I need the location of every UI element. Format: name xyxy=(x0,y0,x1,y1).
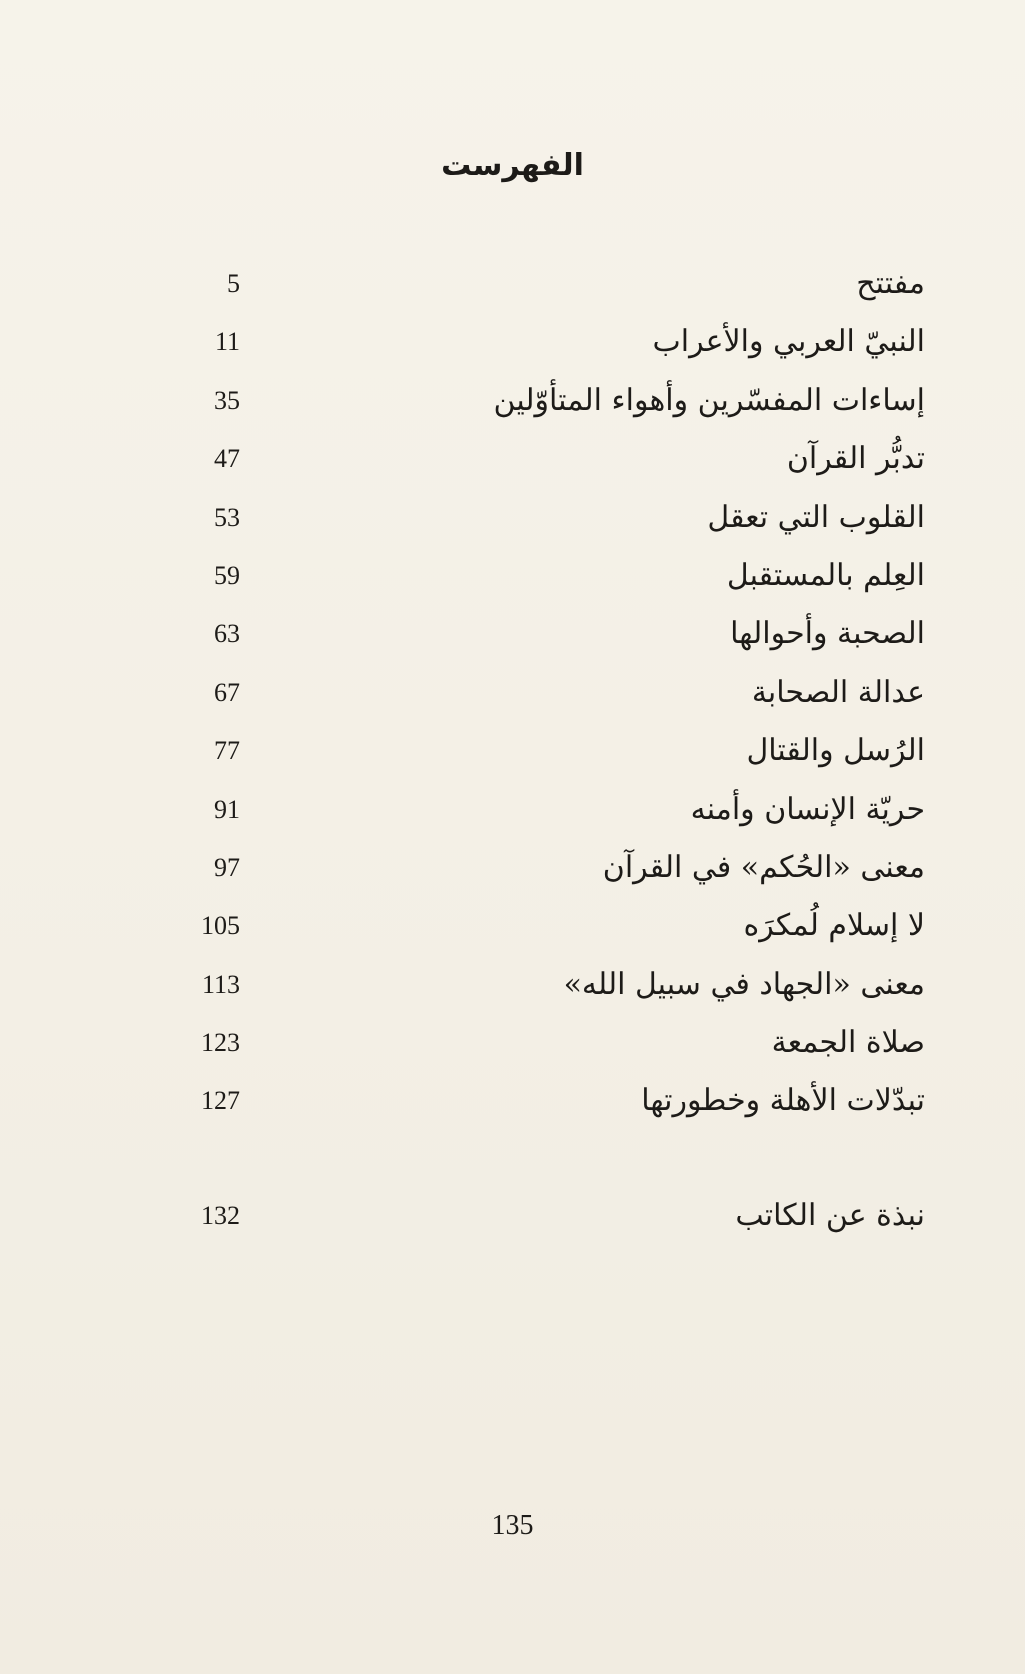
toc-entry-title: لا إسلام لُمكرَه xyxy=(743,908,925,944)
toc-entry-title: مفتتح xyxy=(856,266,925,301)
toc-entry xyxy=(180,264,925,322)
toc-entry-title: تدبُّر القرآن xyxy=(786,441,925,477)
toc-entry xyxy=(180,790,925,848)
toc-entry-page: 77 xyxy=(214,736,240,766)
toc-entry xyxy=(180,614,925,672)
toc-entry-title: معنى «الجهاد في سبيل الله» xyxy=(563,966,925,1002)
toc-entry-page: 97 xyxy=(214,852,240,882)
toc-entry-page: 47 xyxy=(214,444,240,474)
toc-entry-page: 113 xyxy=(201,969,240,999)
toc-entry xyxy=(180,1023,925,1081)
toc-entry xyxy=(180,556,925,614)
page-number: 135 xyxy=(491,1510,534,1541)
toc-entry-page: 91 xyxy=(214,794,240,824)
toc-entry-title: العِلم بالمستقبل xyxy=(726,557,925,593)
toc-entry-page: 127 xyxy=(201,1086,240,1116)
toc-entry-page: 11 xyxy=(214,327,240,357)
toc-entry-title: صلاة الجمعة xyxy=(771,1025,925,1061)
toc-entry-title: القلوب التي تعقل xyxy=(707,499,925,535)
toc-entry-title: نبذة عن الكاتب xyxy=(735,1197,925,1233)
toc-entry-title: النبيّ العربي والأعراب xyxy=(652,324,925,360)
toc-entry-title: الصحبة وأحوالها xyxy=(730,616,925,652)
toc-entry-page: 123 xyxy=(201,1028,240,1058)
toc-entry xyxy=(180,965,925,1023)
toc-entry-title: الرُسل والقتال xyxy=(746,733,925,769)
toc-entry xyxy=(180,498,925,556)
toc-entry-title: معنى «الحُكم» في القرآن xyxy=(602,849,925,885)
toc-entry-page: 5 xyxy=(227,269,240,298)
table-of-contents xyxy=(180,264,925,1254)
toc-entry-page: 35 xyxy=(214,385,240,415)
toc-entry-page: 105 xyxy=(201,911,240,941)
toc-entry-page: 63 xyxy=(214,619,240,649)
toc-entry xyxy=(180,848,925,906)
toc-entry-title: تبدّلات الأهلة وخطورتها xyxy=(641,1083,925,1119)
toc-entry xyxy=(180,731,925,789)
toc-entry-page: 67 xyxy=(214,677,240,707)
page-title: الفهرست xyxy=(441,148,584,183)
toc-entry xyxy=(180,322,925,380)
toc-entry xyxy=(180,1081,925,1139)
toc-entry xyxy=(180,673,925,731)
toc-entry-title: عدالة الصحابة xyxy=(751,674,925,710)
toc-entry-page: 53 xyxy=(214,502,240,532)
toc-entry xyxy=(180,381,925,439)
toc-entry-title: إساءات المفسّرين وأهواء المتأوّلين xyxy=(493,382,925,418)
toc-entry xyxy=(180,1196,925,1254)
toc-entry-title: حريّة الإنسان وأمنه xyxy=(690,791,925,827)
toc-entry xyxy=(180,906,925,964)
toc-entry xyxy=(180,439,925,497)
toc-entry-page: 132 xyxy=(201,1200,240,1230)
toc-entry-page: 59 xyxy=(214,560,240,590)
